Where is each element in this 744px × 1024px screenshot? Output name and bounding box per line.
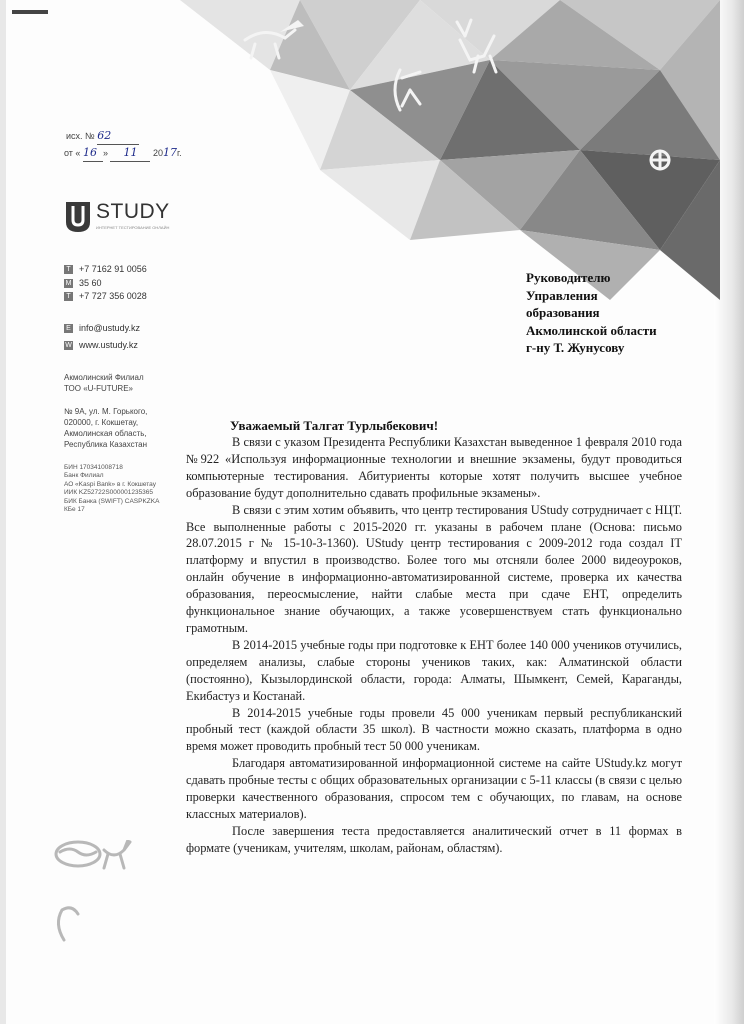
- bank-line: БИК Банка (SWIFT) CASPKZKA: [64, 497, 160, 505]
- branch-info: [64, 372, 144, 394]
- outgoing-date-year-prefix: 20: [152, 148, 163, 158]
- letter-body: [186, 434, 682, 857]
- contact-phone: +7 7162 91 0056: [79, 264, 147, 274]
- outgoing-date-year-suffix: г.: [177, 148, 182, 158]
- company-name: ТОО «U-FUTURE»: [64, 384, 133, 393]
- recipient-line: г-ну Т. Жунусову: [526, 340, 625, 355]
- contact-row: [64, 263, 147, 277]
- contacts-web: [64, 322, 140, 352]
- bank-line: КБе 17: [64, 506, 85, 514]
- address-line: № 9А, ул. М. Горького,: [64, 407, 148, 416]
- address-line: 020000, г. Кокшетау,: [64, 418, 139, 427]
- email-icon: E: [64, 324, 73, 333]
- branch-name: Акмолинский Филиал: [64, 373, 144, 382]
- header-polygon-art: [160, 0, 720, 300]
- outgoing-date-year: 17: [163, 146, 177, 159]
- phone-icon: T: [64, 292, 73, 301]
- contact-row: [64, 290, 147, 304]
- contact-row: [64, 322, 140, 336]
- scan-edge-left: [0, 0, 6, 1024]
- greeting: Уважаемый Талгат Турлыбекович!: [230, 418, 439, 433]
- paragraph: В 2014-2015 учебные годы провели 45 000 ученикам первый республиканский пробный тест (каждой области 35 школ). В частности можно сказать, платформа в одно время может проводить пробный тест 50 000 ученикам.: [186, 705, 682, 754]
- contact-row: [64, 277, 147, 291]
- paragraph: В связи с указом Президента Республики Казахстан выведенное 1 февраля 2010 года №922 «Используя информационные технологии и внешние экзамены, будут проводиться компьютерные тестирования. Абитуриенты которые хотят получить высшее учебное образование будут дополнительно сдавать профильные экзамены».: [186, 435, 682, 500]
- outgoing-number-label: исх. №: [66, 131, 95, 141]
- outgoing-date-label: от «: [64, 148, 81, 158]
- pen-mark: [12, 10, 48, 14]
- contact-email: info@ustudy.kz: [79, 323, 140, 333]
- web-icon: W: [65, 341, 72, 349]
- paragraph: После завершения теста предоставляется аналитический отчет в 11 формах в формате (ученикам, учителям, школам, районам, областям).: [186, 823, 682, 855]
- contact-mobile: 35 60: [79, 277, 102, 288]
- logo-tagline: ИНТЕРНЕТ ТЕСТИРОВАНИЕ ОНЛАЙН: [96, 225, 170, 230]
- address-info: [64, 406, 147, 450]
- bank-line: ИИК KZ52722S000001235365: [64, 489, 154, 497]
- address-line: Республика Казахстан: [64, 440, 148, 449]
- outgoing-number-value: 62: [97, 128, 139, 145]
- paragraph: В связи с этим хотим объявить, что центр тестирования UStudy сотрудничает с НЦТ. Все выполненные работы с 2015-2020 гг. указаны в рабочем плане (Основа: письмо 28.07.2015 г № 15-10-3-1360). UStudy центр тестирования с 2009-2012 года создал IT платформу и впустил в производство. Более того мы отсняли более 2000 видеоуроков, онлайн обучение в информационно-автоматизированной системе, проверка их качества образования, переосмысление, найти слабые места при сдаче ЕНТ, определить функциональное знание обучающих, а также усовершенствуем стать функционально грамотным.: [186, 502, 682, 635]
- phone-icon: T: [64, 265, 73, 274]
- bank-line: БИН 170341008718: [64, 464, 123, 471]
- logo-wordmark: STUDY: [96, 200, 170, 223]
- recipient-block: [526, 269, 657, 357]
- contacts-phones: [64, 263, 147, 304]
- rock-art-decoration-icon: [48, 840, 158, 950]
- contact-website: www.ustudy.kz: [79, 339, 138, 350]
- mobile-icon: M: [65, 279, 72, 287]
- recipient-line: Руководителю: [526, 270, 611, 285]
- contact-phone: +7 727 356 0028: [79, 291, 147, 301]
- bank-line: АО «Kaspi Bank» в г. Кокшетау: [64, 480, 156, 488]
- outgoing-date-month: 11: [110, 145, 150, 162]
- outgoing-number-block: исх. № 62 от « 16 » 11 2017г.: [64, 128, 182, 162]
- paragraph: В 2014-2015 учебные годы при подготовке к ЕНТ более 140 000 учеников отучились, определяем анализы, слабые стороны учеников таких, как: Алматинской области (постоянно), Кызылординской области, города: Алматы, Шымкент, Семей, Караганды, Екибастуз и Костанай.: [186, 637, 682, 703]
- recipient-line: Акмолинской области: [526, 322, 657, 338]
- outgoing-date-day: 16: [83, 145, 103, 162]
- bank-details: [64, 464, 159, 514]
- recipient-line: Управления: [526, 287, 598, 303]
- contact-row: [64, 339, 140, 353]
- paragraph: Благодаря автоматизированной информационной системе на сайте UStudy.kz могут сдавать пробные тесты с общих образовательных организации с 5-11 классы (в связи с целью проверки качественного образования, спросом тем с обучающих, по главам, на основе классных материалов).: [186, 756, 682, 821]
- bank-line: Банк Филиал: [64, 472, 104, 480]
- recipient-line: образования: [526, 305, 600, 320]
- address-line: Акмолинская область,: [64, 429, 147, 438]
